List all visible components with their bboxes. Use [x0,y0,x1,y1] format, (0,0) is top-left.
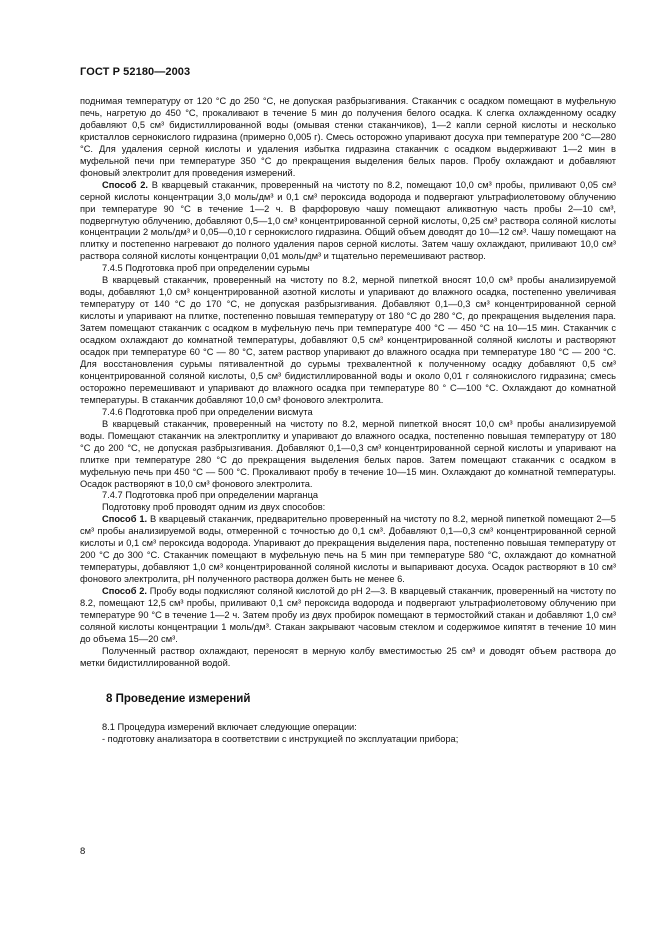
paragraph-text: Полученный раствор охлаждают, переносят в мерную колбу вместимостью 25 см³ и доводят объем раствора до метки бидистиллированной водой. [80,645,616,668]
paragraph-text: Подготовку проб проводят одним из двух способов: [102,502,326,513]
paragraph [80,407,616,419]
paragraph-list [80,96,616,670]
paragraph-text: Пробу воды подкисляют соляной кислотой до pH 2—3. В кварцевый стаканчик, проверенный на чистоту по 8.2, помещают 12,5 см³ пробы, приливают 0,1 см³ пероксида водорода и подвергают ультрафиолетовому облучению при температуре 90 °С в течение 1—2 ч. Затем пробу из двух пробирок помещают в термостойкий стакан и добавляют 1,0 см³ соляной кислоты концентрации 1 моль/дм³. Стакан закрывают часовым стеклом и содержимое кипятят в течение 10 мин до объема 15—20 см³. [80,586,616,644]
paragraph-text: В кварцевый стаканчик, предварительно проверенный на чистоту по 8.2, мерной пипеткой помещают 2—5 см³ пробы анализируемой воды, отмеренной с точностью до 0,1 см³. Добавляют 0,1—0,3 см³ концентрированной серной кислоты и 0,1 см³ пероксида водорода. Упаривают до прекращения выделения пара, постепенно повышая температуру от 200 °С до 300 °С. Стаканчик помещают в муфельную печь на 5 мин при температуре 580 °С, охлаждают до комнатной температуры, добавляют 1,0 см³ концентрированной соляной кислоты и выпаривают досуха. Осадок растворяют в 10 см³ фонового электролита, pH полученного раствора должен быть не менее 6. [80,514,616,585]
paragraph [80,96,616,180]
paragraph-text: поднимая температуру от 120 °С до 250 °С, не допуская разбрызгивания. Стаканчик с осадком помещают в муфельную печь, нагретую до 450 °С, прокаливают в течение 5 мин до получения белого осадка. К слегка охлажденному осадку добавляют 0,5 см³ бидистиллированной воды (омывая стенки стаканчиков), 1—2 капли серной кислоты и несколько кристаллов сернокислого гидразина (примерно 0,005 г). Смесь осторожно упаривают досуха при температуре 200 °С—280 °С. Для удаления серной кислоты и удаления избытка гидразина стаканчик с осадком выдерживают 1—2 мин в муфельной печи при температуре 350 °С до прекращения выделения белых паров. Пробу охлаждают и добавляют фоновый электролит для проведения измерений. [80,96,616,178]
paragraph [80,514,616,586]
paragraph [80,586,616,646]
method-label: Способ 2. [102,179,148,190]
paragraph [80,263,616,275]
paragraph [80,180,616,264]
section-title: 8 Проведение измерений [106,692,251,705]
paragraph-text: В кварцевый стаканчик, проверенный на чистоту по 8.2, мерной пипеткой вносят 10,0 см³ пробы анализируемой воды, добавляют 1,0 см³ концентрированной азотной кислоты и упаривают до влажного осадка, постепенно увеличивая температуру от 140 °С до 170 °С, не допуская разбрызгивания. Добавляют 0,1—0,3 см³ концентрированной серной кислоты и упаривают на плитке, постепенно повышая температуру от 180 °С до 280 °С, до прекращения выделения пара. Затем помещают стаканчик с осадком в муфельную печь при температуре 400 °С — 450 °С на 10—15 мин. Стаканчик с осадком охлаждают до комнатной температуры, добавляют 0,5 см³ концентрированной соляной кислоты и растворяют осадок при температуре 60 °С — 80 °С, затем раствор упаривают до влажного осадка при температуре 180 °С — 200 °С. Для восстановления сурьмы пятивалентной до сурьмы трехвалентной к полученному осадку добавляют 0,5 см³ концентрированной соляной кислоты, 0,5 см³ бидистиллированной воды и около 0,01 г солянокислого гидразина; смесь осторожно перемешивают и упаривают до влажного осадка при температуре 80 ° С—100 °С. Охлаждают до комнатной температуры. В стаканчик добавляют 10,0 см³ фонового электролита. [80,275,616,405]
section-paragraph-list [80,722,616,746]
paragraph-text: В кварцевый стаканчик, проверенный на чистоту по 8.2, помещают 10,0 см³ пробы, приливают 0,05 см³ серной кислоты концентрации 3,0 моль/дм³ и 0,1 см³ пероксида водорода и подвергают ультрафиолетовому облучению при температуре 90 °С в течение 1—2 ч. В фарфоровую чашу помещают аликвотную часть пробы 2—10 см³, подвергнутую облучению, добавляют 0,5—1,0 см³ концентрированной серной кислоты, 0,25 см³ раствора соляной кислоты концентрации 2 моль/дм³ и 0,05—0,10 г сернокислого гидразина. Общий объем доводят до 10—12 см³. Чашу помещают на плитку и постепенно нагревают до полного удаления паров серной кислоты. Затем чашу охлаждают, приливают 10,0 см³ раствора соляной кислоты концентрации 0,01 моль/дм³ и тщательно перемешивают раствор. [80,179,616,262]
paragraph [80,646,616,670]
method-label: Способ 1. [102,514,148,525]
paragraph [80,419,616,491]
paragraph [80,275,616,406]
paragraph-text: 8.1 Процедура измерений включает следующие операции: [102,721,357,732]
paragraph [80,502,616,514]
standard-header: ГОСТ Р 52180—2003 [80,66,191,78]
paragraph-text: 7.4.6 Подготовка проб при определении висмута [102,406,313,417]
paragraph-text: В кварцевый стаканчик, проверенный на чистоту по 8.2, мерной пипеткой вносят 10,0 см³ пробы анализируемой воды. Помещают стаканчик на электроплитку и упаривают до влажного осадка, постепенно повышая температуру от 180 °С до 200 °С, не допуская разбрызгивания. Добавляют 0,1—0,3 см³ концентрированной серной кислоты и упаривают на плитке при температуре 280 °С до прекращения выделения белых паров. Затем помещают стаканчик с осадком в муфельную печь при 450 °С — 500 °С. Прокаливают пробу в течение 10—15 мин. Охлаждают до комнатной температуры. Осадок растворяют в 10,0 см³ фонового электролита. [80,418,616,489]
method-label: Способ 2. [102,586,147,597]
paragraph-text: - подготовку анализатора в соответствии с инструкцией по эксплуатации прибора; [102,733,459,744]
paragraph [80,490,616,502]
paragraph-text: 7.4.5 Подготовка проб при определении сурьмы [102,263,310,274]
page-number: 8 [80,846,86,857]
paragraph [80,734,616,746]
paragraph-text: 7.4.7 Подготовка проб при определении марганца [102,490,319,501]
paragraph [80,722,616,734]
document-body [80,96,616,746]
